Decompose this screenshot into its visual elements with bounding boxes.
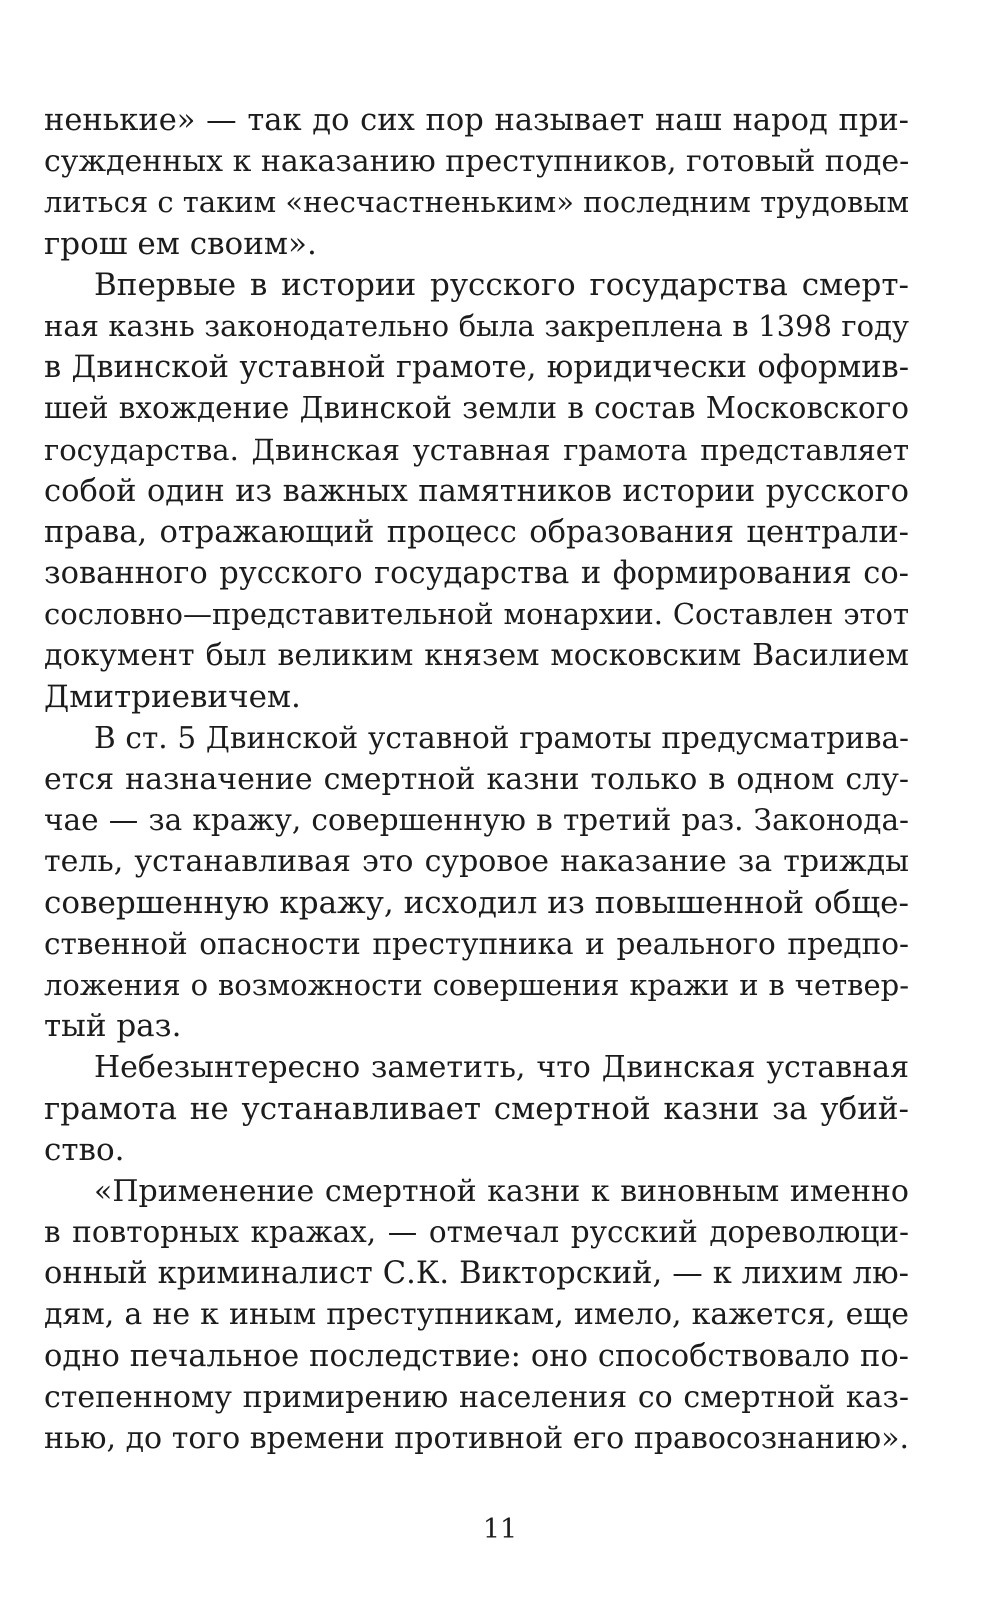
text-line: тель, устанавливая это суровое наказание за трижды [44,844,909,880]
text-line: права, отражающий процесс образования централи- [44,514,909,550]
body-text [44,100,909,1459]
text-line: грамота не устанавливает смертной казни за убий- [44,1090,909,1127]
text-line: тый раз. [44,1008,182,1045]
page-number: 11 [482,1514,518,1545]
text-line: ложения о возможности совершения кражи и в четвер- [44,967,909,1002]
text-line: «Применение смертной казни к виновным именно [94,1173,909,1209]
text-line: ная казнь законодательно была закреплена в 1398 году [44,308,909,343]
text-line: в повторных кражах, — отмечал русский дореволюци- [44,1215,909,1250]
text-line: одно печальное последствие: оно способствовало по- [44,1338,909,1374]
text-line: ется назначение смертной казни только в одном слу- [44,762,909,797]
text-line: государства. Двинская уставная грамота представляет [44,432,909,467]
text-line: ненькие» — так до сих пор называет наш народ при- [44,103,909,138]
text-line: дям, а не к иным преступникам, имело, кажется, еще [44,1297,909,1333]
text-line: степенному примирению населения со смертной каз- [44,1379,909,1415]
text-line: ственной опасности преступника и реального предпо- [44,926,909,961]
text-line: онный криминалист С.К. Викторский, — к лихим лю- [44,1256,909,1292]
text-line: Дмитриевичем. [44,678,301,715]
text-line: В ст. 5 Двинской уставной грамоты предусматрива- [94,720,909,755]
text-line: Впервые в истории русского государства смерт- [94,266,909,303]
text-line: документ был великим князем московским Василием [44,638,909,674]
text-line: нью, до того времени противной его правосознанию». [44,1421,909,1456]
text-line: сужденных к наказанию преступников, готовый поде- [44,144,910,180]
text-line: сословно—представительной монархии. Составлен этот [44,597,909,632]
text-line: Небезынтересно заметить, что Двинская уставная [94,1050,909,1086]
text-line: грош ем своим». [44,225,317,262]
text-line: зованного русского государства и формирования со- [44,556,909,592]
text-line: совершенную кражу, исходил из повышенной обще- [44,884,909,921]
text-line: чае — за кражу, совершенную в третий раз. Законода- [44,803,909,838]
text-line: в Двинской уставной грамоте, юридически оформив- [44,350,909,386]
text-line: шей вхождение Двинской земли в состав Московского [44,391,909,426]
text-line: собой один из важных памятников истории русского [44,473,909,509]
text-line: ство. [44,1131,125,1168]
text-line: литься с таким «несчастненьким» последним трудовым [44,185,910,220]
